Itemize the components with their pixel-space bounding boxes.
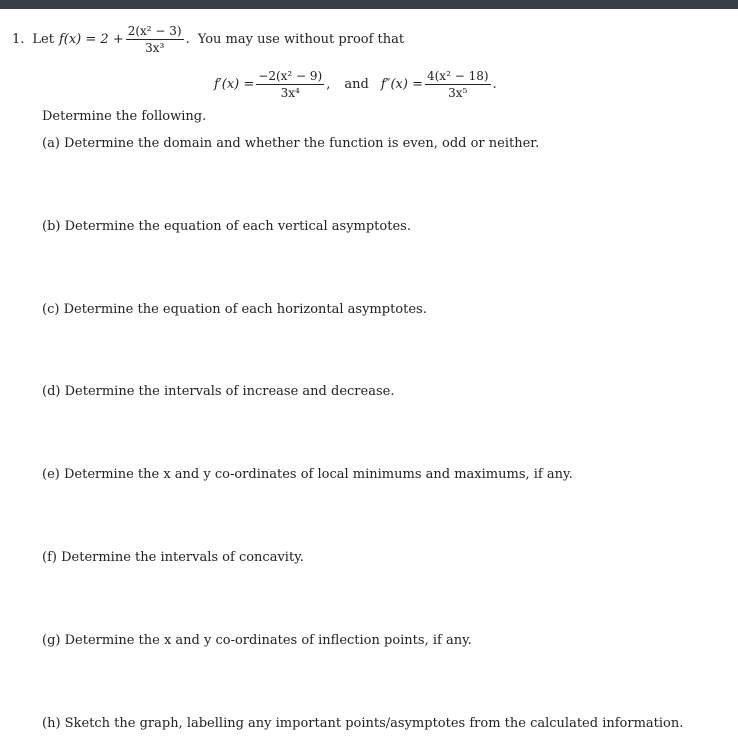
first-derivative-fraction xyxy=(256,69,324,100)
part-c xyxy=(42,302,427,317)
part-text: Determine the x and y co-ordinates of inflection points, if any. xyxy=(64,633,472,648)
part-text: Sketch the graph, labelling any important points/asymptotes from the calculated information. xyxy=(64,716,684,731)
part-label: (c) xyxy=(42,302,60,317)
f-denominator: 3x³ xyxy=(145,41,165,55)
f-fraction xyxy=(126,24,184,55)
comma: , xyxy=(326,77,331,92)
part-a xyxy=(42,136,539,151)
determine-heading: Determine the following. xyxy=(42,109,207,124)
part-h xyxy=(42,716,683,731)
and-text: and xyxy=(344,77,369,92)
second-derivative-period: . xyxy=(492,77,497,92)
part-g xyxy=(42,633,472,648)
proof-text: You may use without proof that xyxy=(197,32,405,47)
part-text: Determine the x and y co-ordinates of local minimums and maximums, if any. xyxy=(63,467,573,482)
first-derivative-denominator: 3x⁴ xyxy=(280,86,300,100)
f-numerator: 2(x² − 3) xyxy=(127,24,182,38)
problem-number: 1. xyxy=(12,32,25,47)
part-label: (a) xyxy=(42,136,60,151)
first-derivative-numerator: −2(x² − 9) xyxy=(258,69,323,83)
let-text: Let xyxy=(32,32,54,47)
part-text: Determine the equation of each vertical asymptotes. xyxy=(64,219,411,234)
part-text: Determine the intervals of concavity. xyxy=(61,550,304,565)
part-d xyxy=(42,384,394,399)
part-label: (g) xyxy=(42,633,61,648)
part-text: Determine the equation of each horizontal asymptotes. xyxy=(63,302,427,317)
second-derivative-numerator: 4(x² − 18) xyxy=(426,69,489,83)
part-b xyxy=(42,219,411,234)
part-label: (h) xyxy=(42,716,61,731)
derivatives-line xyxy=(214,69,497,100)
top-bar xyxy=(0,0,738,9)
problem-statement xyxy=(12,24,404,55)
f-period: . xyxy=(185,32,190,47)
second-derivative-lhs: f″(x) = xyxy=(380,77,423,92)
first-derivative-lhs: f′(x) = xyxy=(214,77,255,92)
part-f xyxy=(42,550,304,565)
part-text: Determine the domain and whether the function is even, odd or neither. xyxy=(64,136,540,151)
part-text: Determine the intervals of increase and decrease. xyxy=(64,384,395,399)
second-derivative-denominator: 3x⁵ xyxy=(448,86,468,100)
second-derivative-fraction xyxy=(425,69,491,100)
part-label: (d) xyxy=(42,384,61,399)
part-label: (e) xyxy=(42,467,60,482)
f-definition-lhs: f(x) = 2 + xyxy=(58,32,124,47)
part-e xyxy=(42,467,573,482)
part-label: (b) xyxy=(42,219,61,234)
part-label: (f) xyxy=(42,550,57,565)
